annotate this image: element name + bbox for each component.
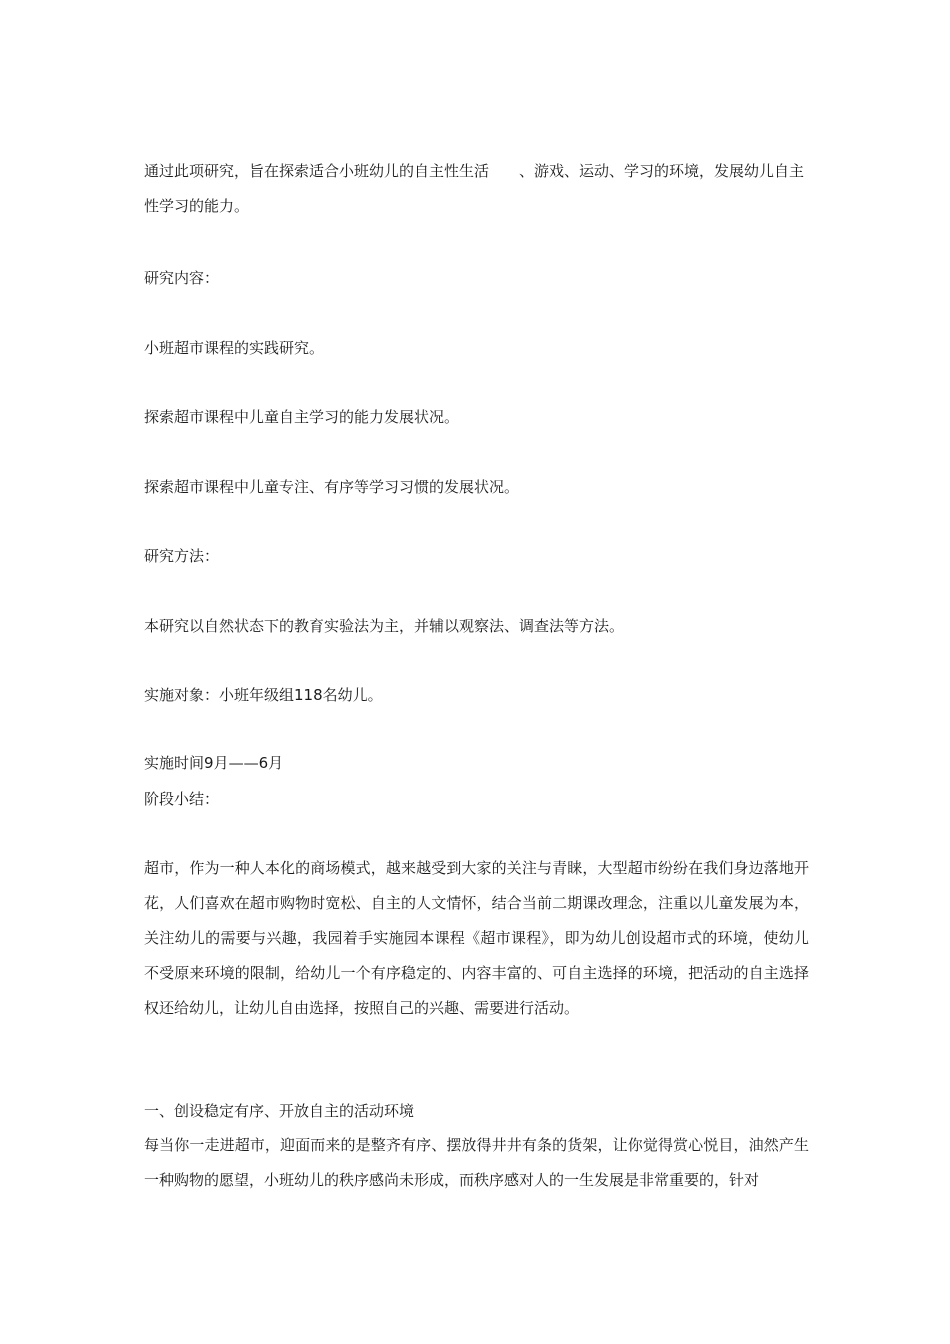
intro-paragraph: 超市，作为一种人本化的商场模式，越来越受到大家的关注与青睐，大型超市纷纷在我们身边落地开花，人们喜欢在超市购物时宽松、自主的人文情怀，结合当前二期课改理念，注重以儿童发展为本，关注幼儿的需要与兴趣，我园着手实施园本课程《超市课程》，即为幼儿创设超市式的环境，使幼儿不受原来环境的限制，给幼儿一个有序稳定的、内容丰富的、可自主选择的环境，把活动的自主选择权还给幼儿，让幼儿自由选择，按照自己的兴趣、需要进行活动。 [144, 859, 809, 1017]
time-suffix: 月 [268, 754, 284, 772]
time-prefix: 实施时间 [144, 754, 205, 772]
research-content-heading: 研究内容： [144, 269, 220, 287]
research-method-text: 本研究以自然状态下的教育实验法为主，并辅以观察法、调查法等方法。 [144, 617, 625, 635]
time-end: 6 [258, 754, 269, 772]
section1-heading: 一、创设稳定有序、开放自主的活动环境 [144, 1102, 415, 1120]
purpose-text-part1: 通过此项研究，旨在探索适合小班幼儿的自主性生活 [144, 162, 490, 180]
subjects-count: 118 [294, 686, 323, 704]
research-content-item-1: 小班超市课程的实践研究。 [144, 339, 325, 357]
research-content-item-2: 探索超市课程中儿童自主学习的能力发展状况。 [144, 408, 460, 426]
stage-summary-heading: 阶段小结： [144, 790, 220, 808]
research-method-heading: 研究方法： [144, 547, 220, 565]
section1-paragraph: 每当你一走进超市，迎面而来的是整齐有序、摆放得井井有条的货架，让你觉得赏心悦目，油然产生一种购物的愿望，小班幼儿的秩序感尚未形成，而秩序感对人的一生发展是非常重要的，针对 [144, 1136, 809, 1189]
time-start: 9 [204, 754, 214, 772]
time-line [144, 746, 809, 781]
research-content-item-3: 探索超市课程中儿童专注、有序等学习习惯的发展状况。 [144, 478, 520, 496]
subjects-line [144, 678, 809, 713]
subjects-prefix: 实施对象：小班年级组 [144, 686, 295, 704]
time-mid: 月—— [213, 754, 259, 772]
purpose-paragraph [144, 154, 809, 224]
subjects-suffix: 名幼儿。 [322, 686, 383, 704]
purpose-text-part2: 、游戏、运动、学习的环境，发展幼儿自主性学习的能力。 [144, 162, 805, 215]
